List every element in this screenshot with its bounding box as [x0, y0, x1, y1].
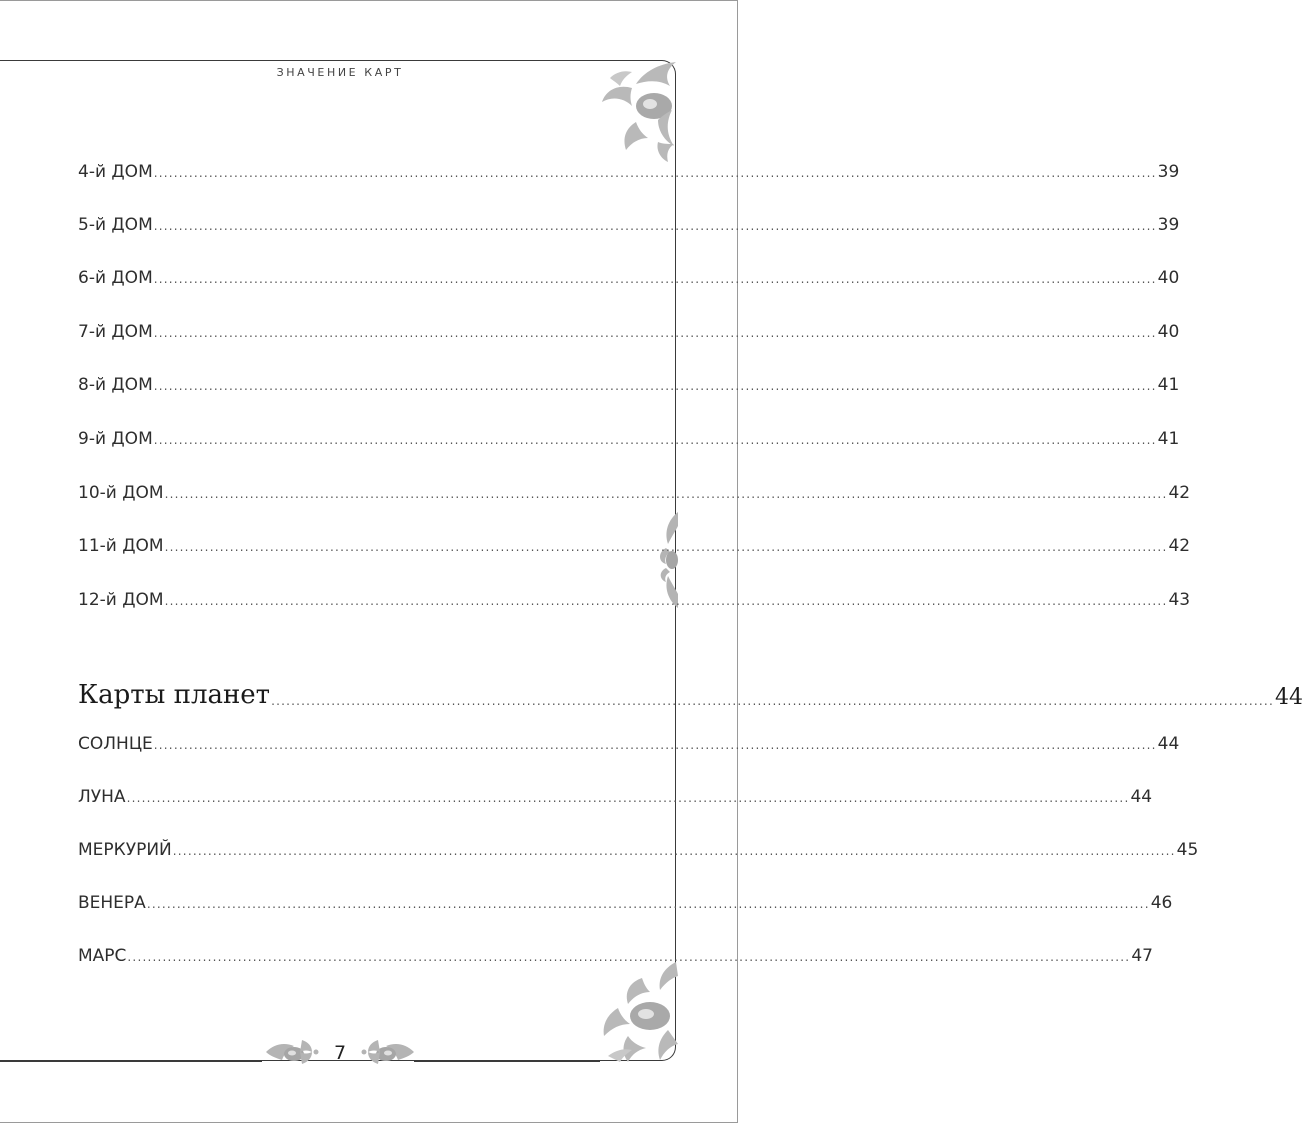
toc-entry-label: 7-й ДОМ [78, 322, 153, 342]
toc-entry-label: 8-й ДОМ [78, 375, 153, 395]
toc-entry-page: 40 [1157, 268, 1180, 288]
leader-dots: ........................................................................................................................................................................................................ [146, 897, 1150, 911]
toc-entry[interactable] [78, 730, 1180, 754]
leader-dots: ........................................................................................................................................................................................................ [164, 540, 1168, 554]
toc-entry-label: МЕРКУРИЙ [78, 840, 172, 860]
toc-entry-page: 43 [1168, 590, 1191, 610]
toc-entry-label: ВЕНЕРА [78, 893, 146, 913]
leader-dots: ........................................................................................................................................................................................................ [126, 791, 1130, 805]
toc-entry-label: 6-й ДОМ [78, 268, 153, 288]
leader-dots: ........................................................................................................................................................................................................ [153, 166, 1157, 180]
toc-entry[interactable] [78, 425, 1180, 449]
toc-entry[interactable] [78, 211, 1180, 235]
section-page: 44 [1274, 685, 1303, 710]
toc-entry[interactable] [78, 158, 1180, 182]
running-head: ЗНАЧЕНИЕ КАРТ [276, 66, 404, 79]
footer-ornament-right-icon [360, 1036, 416, 1068]
leader-dots: ........................................................................................................................................................................................................ [153, 272, 1157, 286]
leader-dots: ........................................................................................................................................................................................................ [164, 594, 1168, 608]
toc-entry-page: 40 [1157, 322, 1180, 342]
leader-dots: ........................................................................................................................................................................................................ [271, 694, 1274, 708]
toc-entry-label: ЛУНА [78, 787, 126, 807]
toc-entry[interactable] [78, 783, 1153, 807]
footer-ornament-left-icon [264, 1036, 320, 1068]
toc-entry-page: 39 [1157, 215, 1180, 235]
leader-dots: ........................................................................................................................................................................................................ [153, 219, 1157, 233]
toc-entry-page: 41 [1157, 429, 1180, 449]
toc-entry-label: 12-й ДОМ [78, 590, 164, 610]
toc-entry-label: 9-й ДОМ [78, 429, 153, 449]
toc-entry-page: 44 [1130, 787, 1153, 807]
toc-entry[interactable] [78, 318, 1180, 342]
leader-dots: ........................................................................................................................................................................................................ [153, 379, 1157, 393]
toc-entry-label: СОЛНЦЕ [78, 734, 153, 754]
leader-dots: ........................................................................................................................................................................................................ [127, 950, 1131, 964]
floral-corner-bottom-icon [598, 960, 680, 1064]
page-number: 7 [333, 1042, 347, 1064]
toc-entry-page: 47 [1131, 946, 1153, 966]
toc-entry[interactable] [78, 371, 1180, 395]
toc-entry-label: 4-й ДОМ [78, 162, 153, 182]
toc-entry-page: 42 [1168, 536, 1191, 556]
toc-entry[interactable] [78, 264, 1180, 288]
toc-entry[interactable] [78, 836, 1199, 860]
toc-entry[interactable] [78, 942, 1153, 966]
section-title: Карты планет [78, 680, 271, 710]
footer-rule-right [414, 1061, 600, 1062]
leader-dots: ........................................................................................................................................................................................................ [172, 844, 1176, 858]
toc-entry-page: 45 [1176, 840, 1199, 860]
toc-entry-page: 46 [1150, 893, 1173, 913]
toc-entry-label: 10-й ДОМ [78, 483, 164, 503]
leader-dots: ........................................................................................................................................................................................................ [164, 487, 1168, 501]
leader-dots: ........................................................................................................................................................................................................ [153, 433, 1157, 447]
toc-entry[interactable] [78, 532, 1191, 556]
footer-rule-left [0, 1061, 262, 1062]
toc-entry-label: МАРС [78, 946, 127, 966]
toc-entry-page: 39 [1157, 162, 1180, 182]
toc-section-heading[interactable] [78, 676, 1303, 710]
toc-entry[interactable] [78, 479, 1191, 503]
leader-dots: ........................................................................................................................................................................................................ [153, 326, 1157, 340]
leader-dots: ........................................................................................................................................................................................................ [153, 738, 1157, 752]
toc-entry-label: 5-й ДОМ [78, 215, 153, 235]
toc-entry[interactable] [78, 889, 1173, 913]
toc-entry[interactable] [78, 586, 1191, 610]
toc-entry-page: 42 [1168, 483, 1191, 503]
toc-entry-page: 41 [1157, 375, 1180, 395]
toc-entry-label: 11-й ДОМ [78, 536, 164, 556]
toc-entry-page: 44 [1157, 734, 1180, 754]
floral-corner-top-icon [596, 58, 680, 164]
